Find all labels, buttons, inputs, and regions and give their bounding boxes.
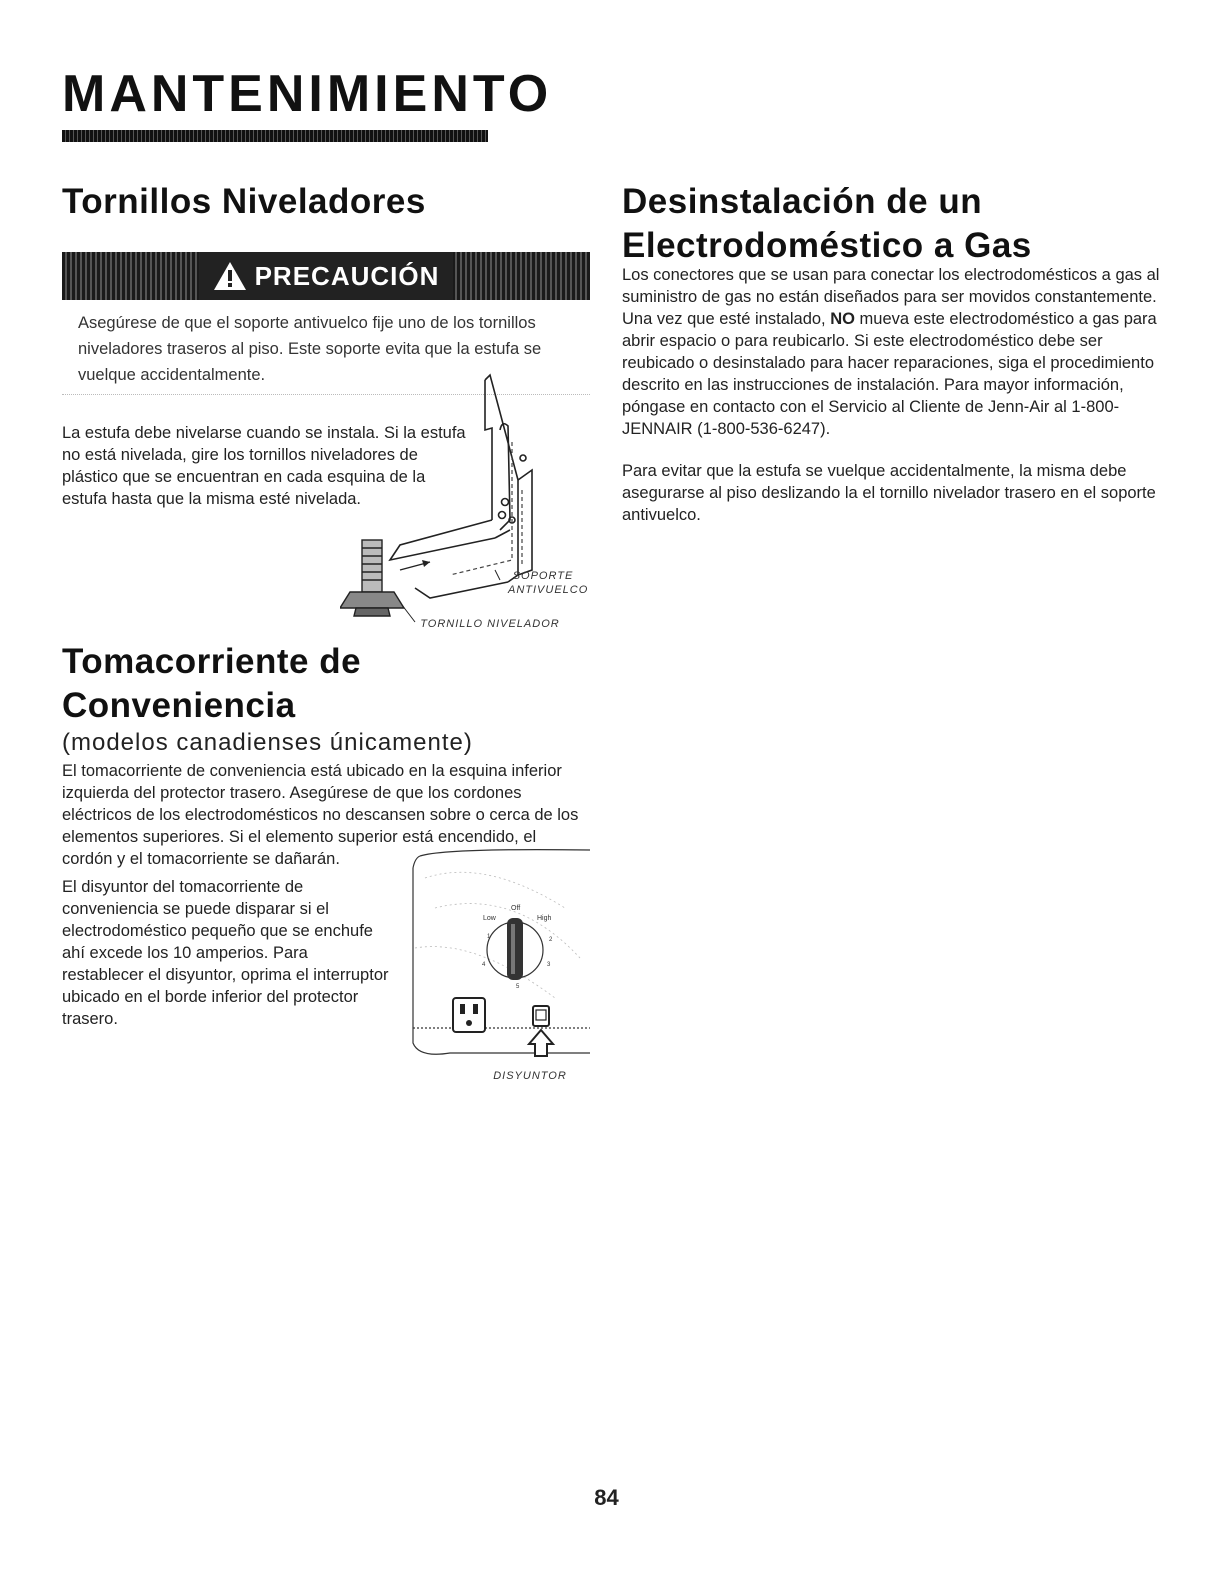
removal-body-1-text-b: mueva este electrodoméstico a gas para abrir espacio o para reubicarlo. Si este electrodoméstico debe ser reubicado o desinstalado para hacer reparaciones, siga el procedimiento descrito en las instrucciones de instalación. Para mayor información, póngase en contacto con el Servicio al Cliente de Jenn-Air al 1-800-JENNAIR (1-800-536-6247). bbox=[622, 310, 1157, 438]
bracket-caption: SOPORTE ANTIVUELCO bbox=[508, 570, 589, 596]
dial-mark-3: 3 bbox=[547, 962, 551, 968]
breaker-caption: DISYUNTOR bbox=[493, 1070, 567, 1082]
dial-off-label: Off bbox=[511, 905, 521, 912]
dial-mark-4: 4 bbox=[482, 962, 486, 968]
dial-mark-1: 1 bbox=[487, 934, 491, 940]
dial-mark-5: 5 bbox=[516, 984, 520, 990]
caution-banner bbox=[62, 252, 590, 300]
removal-heading: Desinstalación de un Electrodoméstico a Gas bbox=[622, 182, 1032, 265]
removal-body-1 bbox=[622, 264, 1162, 440]
caution-text: Asegúrese de que el soporte antivuelco fije uno de los tornillos niveladores traseros al piso. Este soporte evita que la estufa se vuelque accidentalmente. bbox=[62, 310, 590, 395]
page-number: 84 bbox=[594, 1485, 619, 1510]
outlet-body-2: El disyuntor del tomacorriente de conveniencia se puede disparar si el electrodoméstico pequeño que se enchufe ahí excede los 10 amperios. Para restablecer el disyuntor, oprima el interruptor ubicado en el borde inferior del protector trasero. bbox=[62, 878, 389, 1028]
backguard-outlet-illustration bbox=[405, 848, 590, 1063]
removal-body-1-text-a: Los conectores que se usan para conectar los electrodomésticos a gas al suministro de gas no están diseñados para ser movidos constantemente. Una vez que esté instalado, bbox=[622, 266, 1160, 328]
title-underline bbox=[62, 130, 488, 142]
leveling-heading: Tornillos Niveladores bbox=[62, 182, 426, 221]
warning-triangle-icon bbox=[213, 261, 247, 291]
dial-low-label: Low bbox=[483, 915, 496, 922]
dial-high-label: High bbox=[537, 915, 552, 922]
outlet-subheading: (modelos canadienses únicamente) bbox=[62, 729, 473, 756]
caution-label: PRECAUCIÓN bbox=[254, 260, 440, 291]
removal-body-2: Para evitar que la estufa se vuelque accidentalmente, la misma debe asegurarse al piso deslizando la el tornillo nivelador trasero en el soporte antivuelco. bbox=[622, 462, 1156, 524]
leveling-body: La estufa debe nivelarse cuando se instala. Si la estufa no está nivelada, gire los tornillos niveladores de plástico que se encuentran en cada esquina de la estufa hasta que la misma esté nivelada. bbox=[62, 424, 466, 508]
page-title: MANTENIMIENTO bbox=[62, 65, 553, 123]
removal-body-1-emphasis: NO bbox=[830, 310, 855, 328]
outlet-body-1: El tomacorriente de conveniencia está ubicado en la esquina inferior izquierda del protector trasero. Asegúrese de que los cordones eléctricos de los electrodomésticos no descansen sobre o cerca de los elementos superiores. Si el elemento superior está encendido, el cordón y el tomacorriente se dañarán. bbox=[62, 762, 579, 868]
outlet-heading: Tomacorriente de Conveniencia bbox=[62, 642, 362, 725]
screw-caption: TORNILLO NIVELADOR bbox=[420, 618, 560, 630]
dial-mark-2: 2 bbox=[549, 937, 553, 943]
